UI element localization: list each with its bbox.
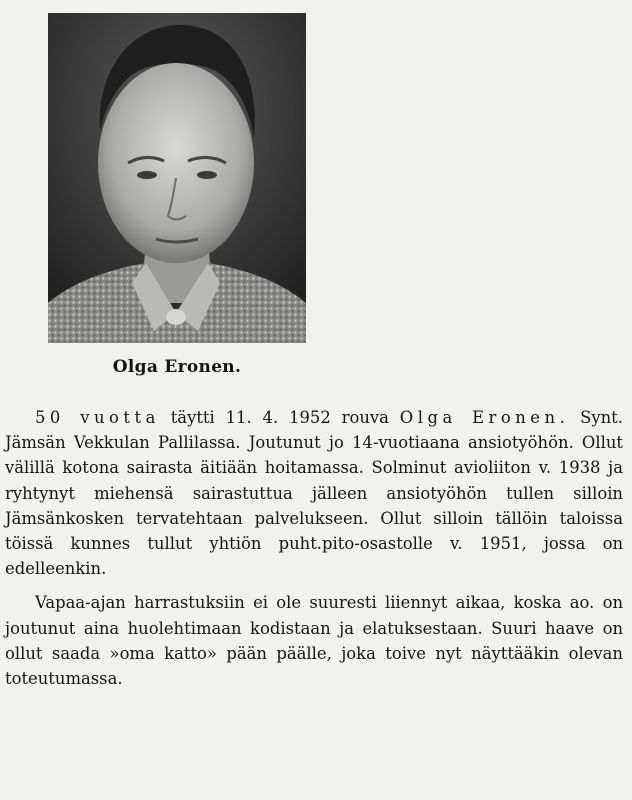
photo-caption: Olga Eronen. [112, 357, 242, 377]
portrait-photo [48, 13, 306, 343]
paragraph-2: Vapaa-ajan harrastuksiin ei ole suuresti liiennyt aikaa, koska ao. on joutunut aina huolehtimaan kodistaan ja elatuksestaan. Suuri haave on ollut saada »oma katto» pään päälle, joka toive nyt näyttääkin olevan toteutumassa. [5, 593, 623, 689]
paragraph-1 [5, 405, 623, 581]
biography-text: Synt. Jämsän Vekkulan Pallilassa. Joutunut jo 14-vuotiaana ansiotyöhön. Ollut välillä kotona sairasta äitiään hoitamassa. Solminut avioliiton v. 1938 ja ryhtynyt miehensä sairastuttua jälleen ansiotyöhön tullen silloin Jämsänkosken tervatehtaan palvelukseen. Ollut silloin tällöin taloissa töissä kunnes tullut yhtiön puht.pito-osastolle v. 1951, jossa on edelleenkin. [5, 408, 623, 579]
birthday-date-text: täytti 11. 4. 1952 rouva [159, 408, 400, 427]
age-heading: 50 vuotta [35, 408, 160, 427]
person-name: Olga Eronen. [399, 408, 570, 427]
article-body [5, 405, 623, 700]
portrait-image [48, 13, 306, 343]
